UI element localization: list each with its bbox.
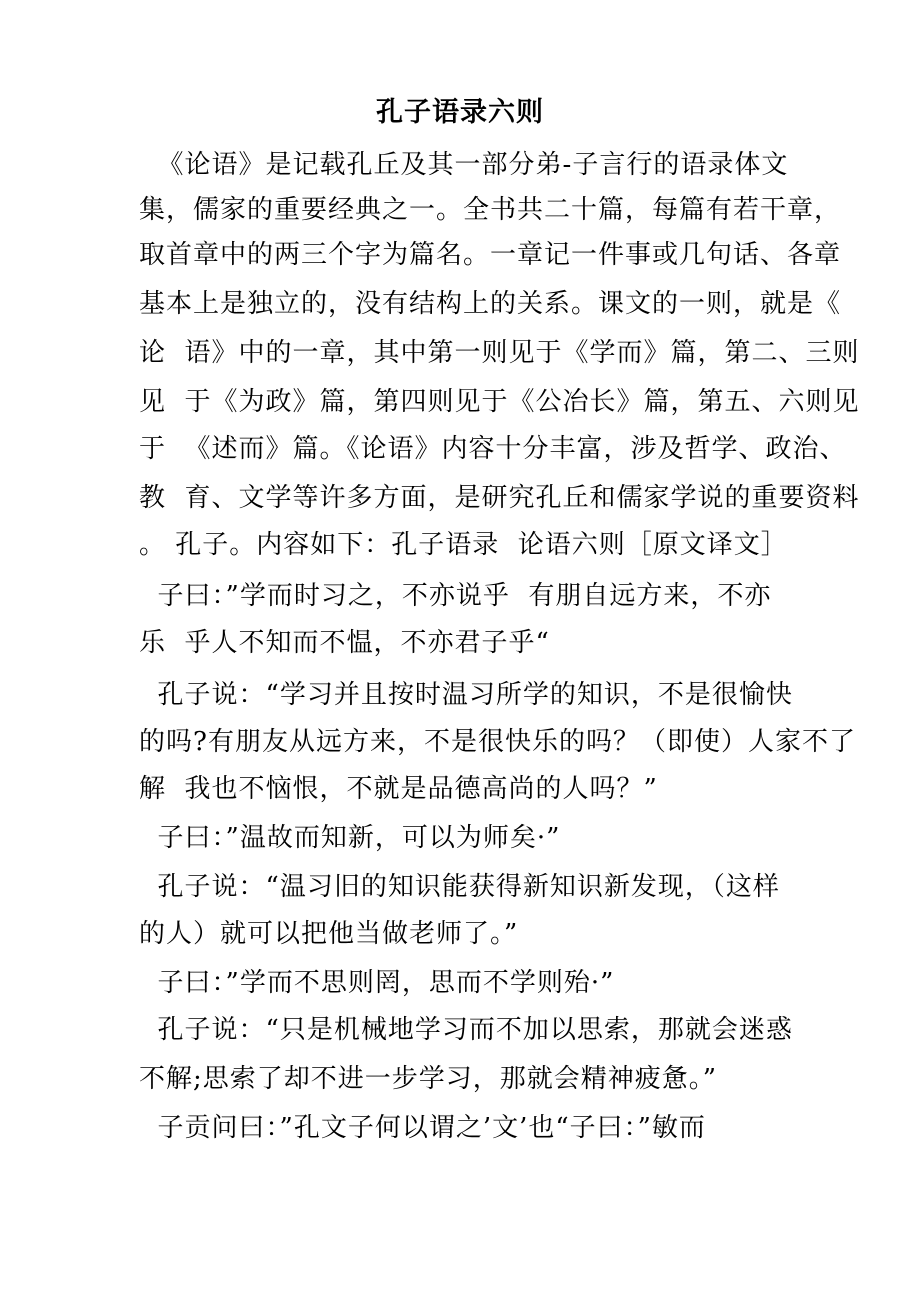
translation-line: 孔子说：“学习并且按时温习所学的知识，不是很愉快	[139, 680, 793, 710]
quote-line: 乐 乎人不知而不愠，不亦君子乎“	[139, 628, 550, 658]
translation-line: 不解;思索了却不进一步学习，那就会精神疲惫。”	[139, 1064, 718, 1094]
paragraph-line: 教 育、文学等许多方面，是研究孔丘和儒家学说的重要资料	[139, 483, 860, 513]
paragraph-line: 于 《述而》篇。《论语》内容十分丰富，涉及哲学、政治、	[139, 434, 847, 464]
paragraph-line: 取首章中的两三个字为篇名。一章记一件事或几句话、各章	[139, 240, 842, 270]
paragraph-line: 集，儒家的重要经典之一。全书共二十篇，每篇有若干章，	[139, 195, 842, 225]
paragraph-line: 论 语》中的一章，其中第一则见于《学而》篇，第二、三则	[139, 338, 860, 368]
translation-line: 的人）就可以把他当做老师了。”	[139, 919, 519, 949]
translation-line: 的吗?有朋友从远方来，不是很快乐的吗？（即使）人家不了	[139, 727, 856, 757]
paragraph-line: 见 于《为政》篇，第四则见于《公冶长》篇，第五、六则见	[139, 387, 860, 417]
document-title: 孔子语录六则	[376, 97, 544, 128]
quote-line: 子曰：”温故而知新，可以为师矣·”	[139, 823, 561, 853]
quote-line: 子贡问曰：”孔文子何以谓之’文’也“子曰：”敏而	[139, 1113, 706, 1143]
translation-line: 孔子说：“温习旧的知识能获得新知识新发现，（这样	[139, 872, 780, 902]
paragraph-line: 基本上是独立的，没有结构上的关系。课文的一则，就是《	[139, 289, 842, 319]
paragraph-line: 《论语》是记载孔丘及其一部分弟-子言行的语录体文	[139, 150, 789, 180]
quote-line: 子曰：”学而时习之，不亦说乎 有朋自远方来，不亦	[139, 581, 772, 611]
translation-line: 孔子说：“只是机械地学习而不加以思索，那就会迷惑	[139, 1015, 793, 1045]
quote-line: 子曰：”学而不思则罔，思而不学则殆·”	[139, 968, 615, 998]
paragraph-line: 。 孔子。内容如下：孔子语录 论语六则［原文译文］	[139, 530, 788, 560]
translation-line: 解 我也不恼恨，不就是品德高尚的人吗？”	[139, 774, 658, 804]
